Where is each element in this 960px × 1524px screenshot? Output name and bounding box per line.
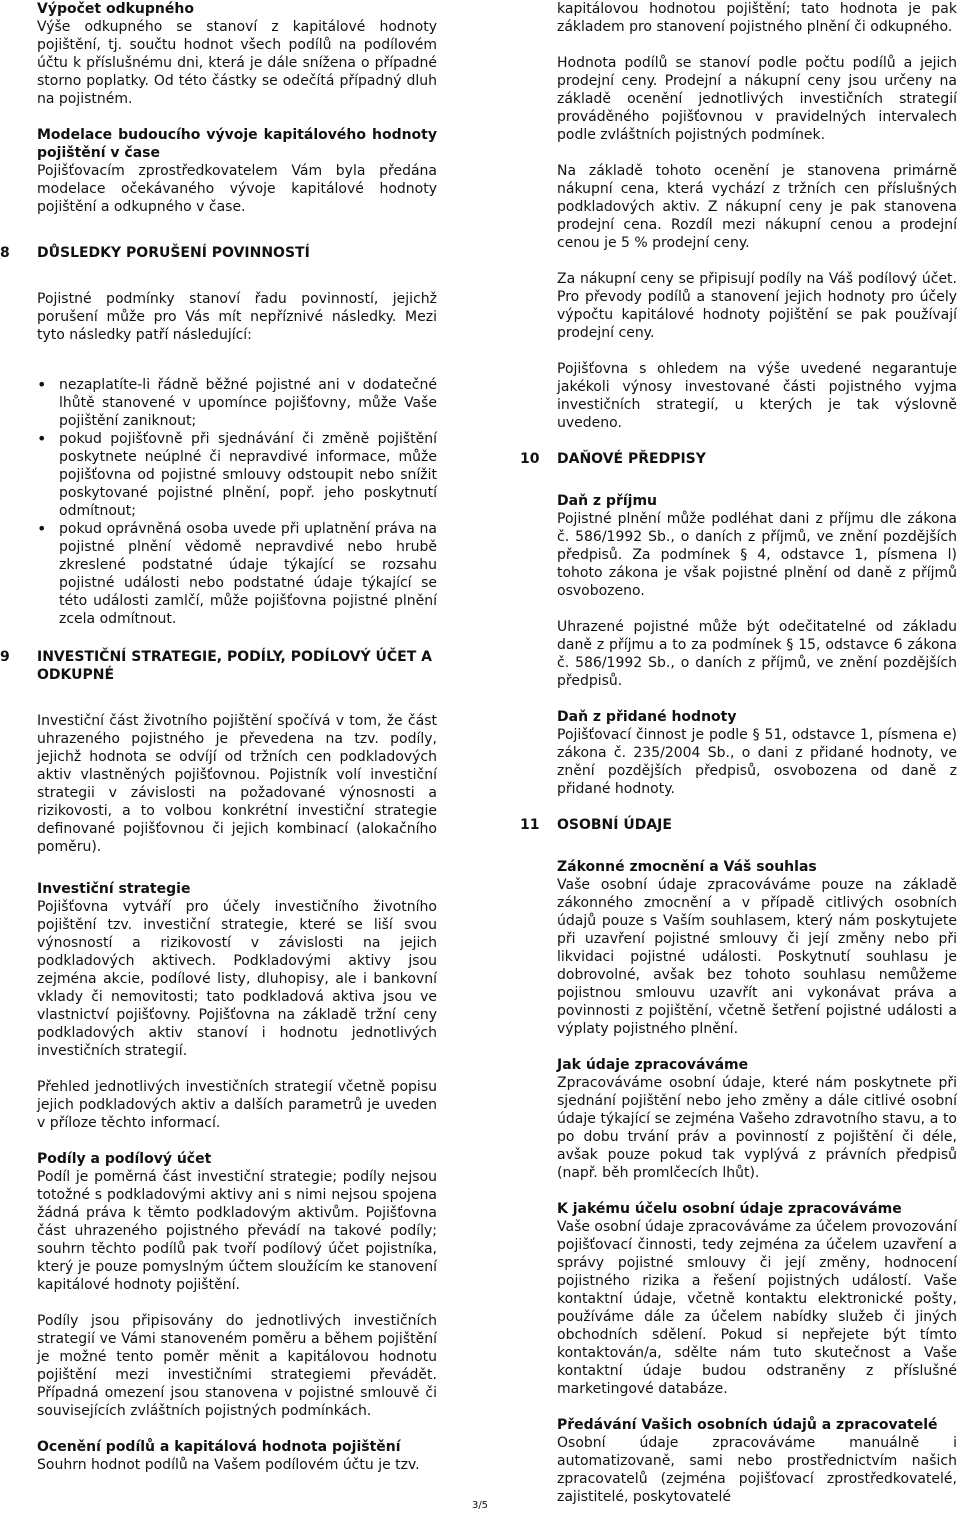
subheading: Předávání Vašich osobních údajů a zpracovatelé: [557, 1417, 938, 1433]
subheading: Ocenění podílů a kapitálová hodnota pojištění: [37, 1439, 401, 1455]
paragraph: Pojistné plnění může podléhat dani z příjmu dle zákona č. 586/1992 Sb., o daních z příjmů, ve znění pozdějších předpisů. Za podmínek § 4, odstavce 1, písmena l) tohoto zákona je však pojistné plnění od daně z příjmů osvobozeno.: [557, 511, 957, 599]
paragraph: Podíly jsou připisovány do jednotlivých investičních strategií ve Vámi stanoveném poměru a během pojištění je možné tento poměr měnit a kapitálovou hodnotu pojištění mezi investičními strategiemi převádět. Případná omezení jsou stanovena v pojistné smlouvě či souvisejících zvláštních pojistných podmínkách.: [37, 1313, 437, 1419]
subheading: Výpočet odkupného: [37, 1, 194, 17]
subheading: Daň z příjmu: [557, 493, 658, 509]
block-vypocet-odkupneho: [37, 0, 437, 108]
section-9-heading: [0, 648, 437, 684]
section-number: 8: [0, 245, 10, 261]
block-zakonne-zmocneni: [557, 858, 957, 1038]
section-title: DAŇOVÉ PŘEDPISY: [557, 451, 706, 467]
block-ucel: [557, 1200, 957, 1398]
subheading: Podíly a podílový účet: [37, 1151, 212, 1167]
block-podily: [37, 1150, 437, 1294]
right-column: [520, 0, 957, 1524]
section-number: 9: [0, 649, 10, 665]
block-modelace: [37, 126, 437, 216]
paragraph: Hodnota podílů se stanoví podle počtu podílů a jejich prodejní ceny. Prodejní a nákupní ceny jsou určeny na základě ocenění jednotlivých investičních strategií prováděného pojišťovnou v pravidelných intervalech podle zvláštních pojistných podmínek.: [557, 55, 957, 143]
subheading: Investiční strategie: [37, 881, 191, 897]
section-10-heading: [520, 450, 957, 468]
paragraph: Pojišťovna vytváří pro účely investičního životního pojištění tzv. investiční strategie, které se liší svou výnosností a rizikovostí v závislosti na jejich podkladových aktivech. Podkladovými aktivy jsou zejména akcie, podílové listy, dluhopisy, ale i bankovní vklady či nemovitosti; tato podkladová aktiva jsou ve vlastnictví pojišťovny. Pojišťovna na základě tržní ceny podkladových aktiv stanoví i hodnotu jednotlivých investičních strategií.: [37, 899, 437, 1059]
paragraph: Na základě tohoto ocenění je stanovena primárně nákupní cena, která vychází z tržních cen příslušných podkladových aktiv. Z nákupní ceny je pak stanovena prodejní cena. Rozdíl mezi nákupní cenou a prodejní cenou je 5 % prodejní ceny.: [557, 163, 957, 251]
section-title: INVESTIČNÍ STRATEGIE, PODÍLY, PODÍLOVÝ ÚČET A ODKUPNÉ: [37, 649, 432, 683]
paragraph: Výše odkupného se stanoví z kapitálové hodnoty pojištění, tj. součtu hodnot všech podílů na podílovém účtu k příslušnému dni, která je dále snížena o případné storno poplatky. Od této částky se odečítá případný dluh na pojistném.: [37, 19, 437, 107]
paragraph: Investiční část životního pojištění spočívá v tom, že část uhrazeného pojistného je převedena na tzv. podíly, jejichž hodnota se odvíjí od tržních cen podkladových aktiv vlastněných pojišťovnou. Pojistník volí investiční strategii v závislosti na požadované výnosnosti a rizikovosti, a to volbou konkrétní investiční strategie definované pojišťovnou či jejich kombinací (alokačního poměru).: [37, 713, 437, 855]
paragraph: Vaše osobní údaje zpracováváme pouze na základě zákonného zmocnění a v případě citlivých osobních údajů pouze s Vaším souhlasem, který nám poskytujete při uzavření pojistné smlouvy či její změny nebo při likvidaci pojistné události. Poskytnutí souhlasu je dobrovolné, avšak bez tohoto souhlasu nemůžeme pojistnou smlouvu uzavřít ani vykonávat práva a povinnosti z pojištění, včetně šetření pojistné události a výplaty pojistného plnění.: [557, 877, 957, 1037]
section-8-heading: [0, 244, 437, 262]
left-column: [0, 0, 437, 1492]
list-item: • pokud pojišťovně při sjednávání či změně pojištění poskytnete neúplné či nepravdivé informace, může pojišťovna od pojistné smlouvy odstoupit nebo snížit poskytované pojistné plnění, popř. jeho poskytnutí odmítnout;: [37, 430, 437, 520]
section-11-heading: [520, 816, 957, 834]
paragraph: Pojišťovací činnost je podle § 51, odstavce 1, písmena e) zákona č. 235/2004 Sb., o dani z přidané hodnoty, ve znění pozdějších předpisů, osvobozena od daně z přidané hodnoty.: [557, 727, 957, 797]
section-number: 11: [520, 817, 540, 833]
paragraph: Pojistné podmínky stanoví řadu povinností, jejichž porušení může pro Vás mít nepříznivé následky. Mezi tyto následky patří následující:: [37, 291, 437, 343]
block-oceneni-podilu: [37, 1438, 437, 1474]
paragraph: Uhrazené pojistné může být odečitatelné od základu daně z příjmu a to za podmínek § 15, odstavce 6 zákona č. 586/1992 Sb., o daních z příjmů, ve znění pozdějších předpisů.: [557, 619, 957, 689]
paragraph: Souhrn hodnot podílů na Vašem podílovém účtu je tzv.: [37, 1457, 420, 1473]
paragraph: Podíl je poměrná část investiční strategie; podíly nejsou totožné s podkladovými aktivy ani s nimi nejsou spojena žádná práva k těmto podkladovým aktivům. Pojišťovna část uhrazeného pojistného převádí na takové podíly; souhrn těchto podílů pak tvoří podílový účet pojistníka, který je pouze pomyslným účtem sloužícím ke stanovení kapitálové hodnoty pojištění.: [37, 1169, 437, 1293]
subheading: Zákonné zmocnění a Váš souhlas: [557, 859, 817, 875]
consequences-list: [37, 376, 437, 628]
paragraph: Vaše osobní údaje zpracováváme za účelem provozování pojišťovací činnosti, tedy zejména za účelem uzavření a správy pojistné smlouvy či její změny, hodnocení pojistného rizika a řešení pojistných událostí. Vaše kontaktní údaje, včetně kontaktu elektronické pošty, používáme dále za účelem nabídky služeb či jiných obchodních sdělení. Pokud si nepřejete být tímto kontaktován/a, sdělte nám tuto skutečnost a Vaše kontaktní údaje budou odstraněny z příslušné marketingové databáze.: [557, 1219, 957, 1397]
subheading: Jak údaje zpracováváme: [557, 1057, 749, 1073]
paragraph: Osobní údaje zpracováváme manuálně i automatizovaně, sami nebo prostřednictvím našich zpracovatelů (zejména pojišťovací zprostředkovatelé, zajistitelé, poskytovatelé: [557, 1435, 957, 1505]
paragraph: Přehled jednotlivých investičních strategií včetně popisu jejich podkladových aktiv a dalších parametrů je uveden v příloze těchto informací.: [37, 1079, 437, 1131]
section-title: DŮSLEDKY PORUŠENÍ POVINNOSTÍ: [37, 245, 310, 261]
block-investicni-strategie: [37, 880, 437, 1060]
paragraph: Za nákupní ceny se připisují podíly na Váš podílový účet. Pro převody podílů a stanovení jejich hodnoty pro účely výpočtu kapitálové hodnoty pojištění se pak používají prodejní ceny.: [557, 271, 957, 341]
section-title: OSOBNÍ ÚDAJE: [557, 817, 672, 833]
list-item: • pokud oprávněná osoba uvede při uplatnění práva na pojistné plnění vědomě nepravdivé nebo hrubě zkreslené podstatné údaje týkající se rozsahu pojistné události nebo podstatné údaje týkající se této události zamlčí, může pojišťovna pojistné plnění zcela odmítnout.: [37, 520, 437, 628]
paragraph: Pojišťovna s ohledem na výše uvedené negarantuje jakékoli výnosy investované části pojistného vyjma investičních strategií, u kterých je tak výslovně uvedeno.: [557, 361, 957, 431]
block-dan-z-prijmu: [557, 492, 957, 600]
block-predavani: [557, 1416, 957, 1506]
paragraph: Pojišťovacím zprostředkovatelem Vám byla předána modelace očekávaného vývoje kapitálové hodnoty pojištění a odkupného v čase.: [37, 163, 437, 215]
block-jak-udaje: [557, 1056, 957, 1182]
paragraph: kapitálovou hodnotou pojištění; tato hodnota je pak základem pro stanovení pojistného plnění či odkupného.: [557, 1, 957, 35]
subheading: Modelace budoucího vývoje kapitálového hodnoty pojištění v čase: [37, 127, 437, 161]
subheading: Daň z přidané hodnoty: [557, 709, 737, 725]
page-number: 3/5: [471, 1500, 489, 1511]
list-item: • nezaplatíte-li řádně běžné pojistné ani v dodatečné lhůtě stanovené v upomínce pojišťovny, může Vaše pojištění zaniknout;: [37, 376, 437, 430]
block-dph: [557, 708, 957, 798]
paragraph: Zpracováváme osobní údaje, které nám poskytnete při sjednání pojištění nebo jeho změny a dále citlivé osobní údaje týkající se zejména Vašeho zdravotního stavu, a to po dobu trvání práv a povinností z pojištění či déle, avšak pouze pokud tak vyplývá z právních předpisů (např. běh promlčecích lhůt).: [557, 1075, 957, 1181]
subheading: K jakému účelu osobní údaje zpracováváme: [557, 1201, 902, 1217]
section-number: 10: [520, 451, 540, 467]
